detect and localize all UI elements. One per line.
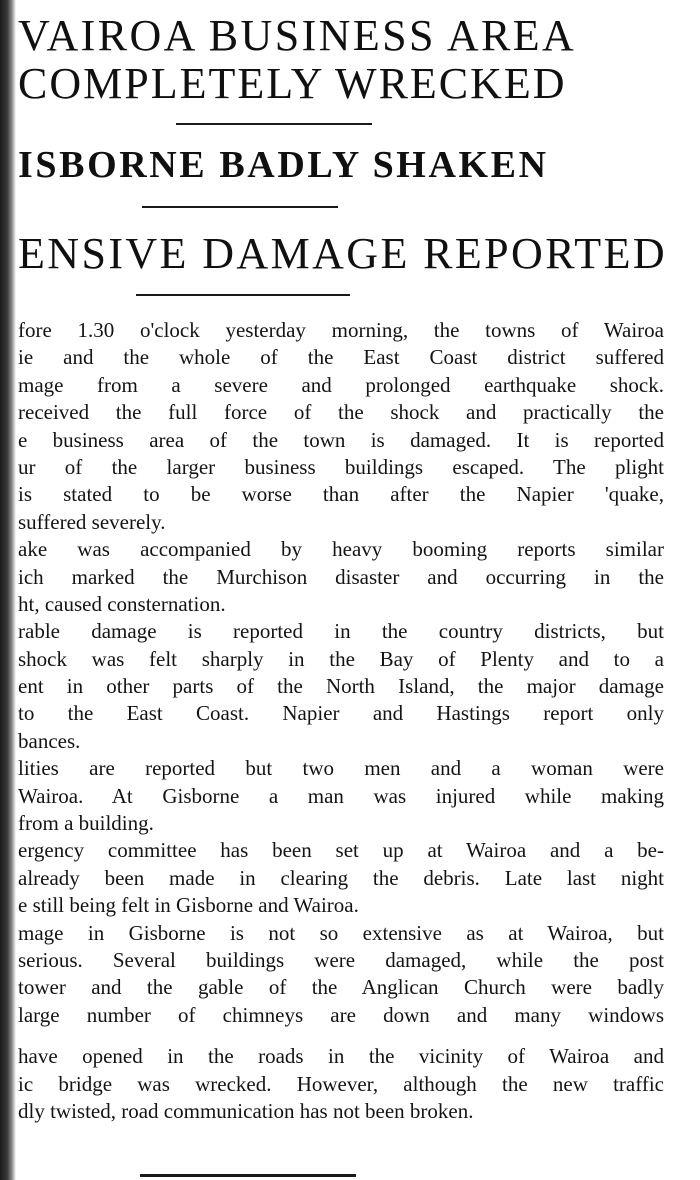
closing-rule bbox=[140, 1174, 356, 1177]
divider-rule bbox=[176, 123, 372, 125]
paragraph-gap bbox=[18, 1029, 664, 1043]
body-line: bances. bbox=[18, 728, 81, 753]
body-line: mage in Gisborne is not so extensive as at Wairoa, but bbox=[18, 920, 664, 945]
body-line: shock was felt sharply in the Bay of Plenty and to a bbox=[18, 646, 664, 671]
body-line: ake was accompanied by heavy booming reports similar bbox=[18, 537, 664, 562]
body-line: e business area of the town is damaged. It is reported bbox=[18, 427, 664, 452]
page-edge-shadow bbox=[0, 0, 16, 1180]
body-line: ergency committee has been set up at Wairoa and a be- bbox=[18, 838, 664, 863]
body-line: to the East Coast. Napier and Hastings report only bbox=[18, 701, 664, 726]
article-body bbox=[18, 317, 664, 1125]
body-line: suffered severely. bbox=[18, 509, 166, 534]
body-line: Wairoa. At Gisborne a man was injured while making bbox=[18, 783, 664, 808]
body-line: ie and the whole of the East Coast district suffered bbox=[18, 345, 664, 370]
body-line: ich marked the Murchison disaster and occurring in the bbox=[18, 564, 664, 589]
body-line: rable damage is reported in the country districts, but bbox=[18, 619, 664, 644]
divider-rule bbox=[142, 206, 338, 208]
body-line: ur of the larger business buildings escaped. The plight bbox=[18, 454, 664, 479]
body-line: is stated to be worse than after the Napier 'quake, bbox=[18, 482, 664, 507]
body-line: fore 1.30 o'clock yesterday morning, the towns of Wairoa bbox=[18, 318, 664, 342]
headline-wairoa: VAIROA BUSINESS AREA bbox=[18, 11, 577, 60]
body-line: received the full force of the shock and practically the bbox=[18, 400, 664, 425]
body-line: e still being felt in Gisborne and Wairoa. bbox=[18, 893, 359, 918]
body-line: have opened in the roads in the vicinity of Wairoa and bbox=[18, 1044, 664, 1069]
divider-rule bbox=[136, 294, 350, 296]
body-line: lities are reported but two men and a woman were bbox=[18, 756, 664, 781]
headline-damage-reported: ENSIVE DAMAGE REPORTED bbox=[18, 229, 668, 278]
body-line: ic bridge was wrecked. However, although the new traffic bbox=[18, 1071, 664, 1096]
body-line: serious. Several buildings were damaged, while the post bbox=[18, 947, 664, 972]
body-line: tower and the gable of the Anglican Church were badly bbox=[18, 975, 664, 1000]
body-line: ent in other parts of the North Island, the major damage bbox=[18, 674, 664, 699]
body-line: mage from a severe and prolonged earthquake shock. bbox=[18, 372, 664, 397]
body-line: from a building. bbox=[18, 811, 154, 836]
body-line: already been made in clearing the debris. Late last night bbox=[18, 865, 664, 890]
body-line: large number of chimneys are down and many windows bbox=[18, 1002, 664, 1027]
headline-completely-wrecked: COMPLETELY WRECKED bbox=[18, 59, 567, 108]
headline-gisborne: ISBORNE BADLY SHAKEN bbox=[18, 144, 549, 186]
body-line: ht, caused consternation. bbox=[18, 591, 226, 616]
body-line: dly twisted, road communication has not been broken. bbox=[18, 1098, 474, 1123]
